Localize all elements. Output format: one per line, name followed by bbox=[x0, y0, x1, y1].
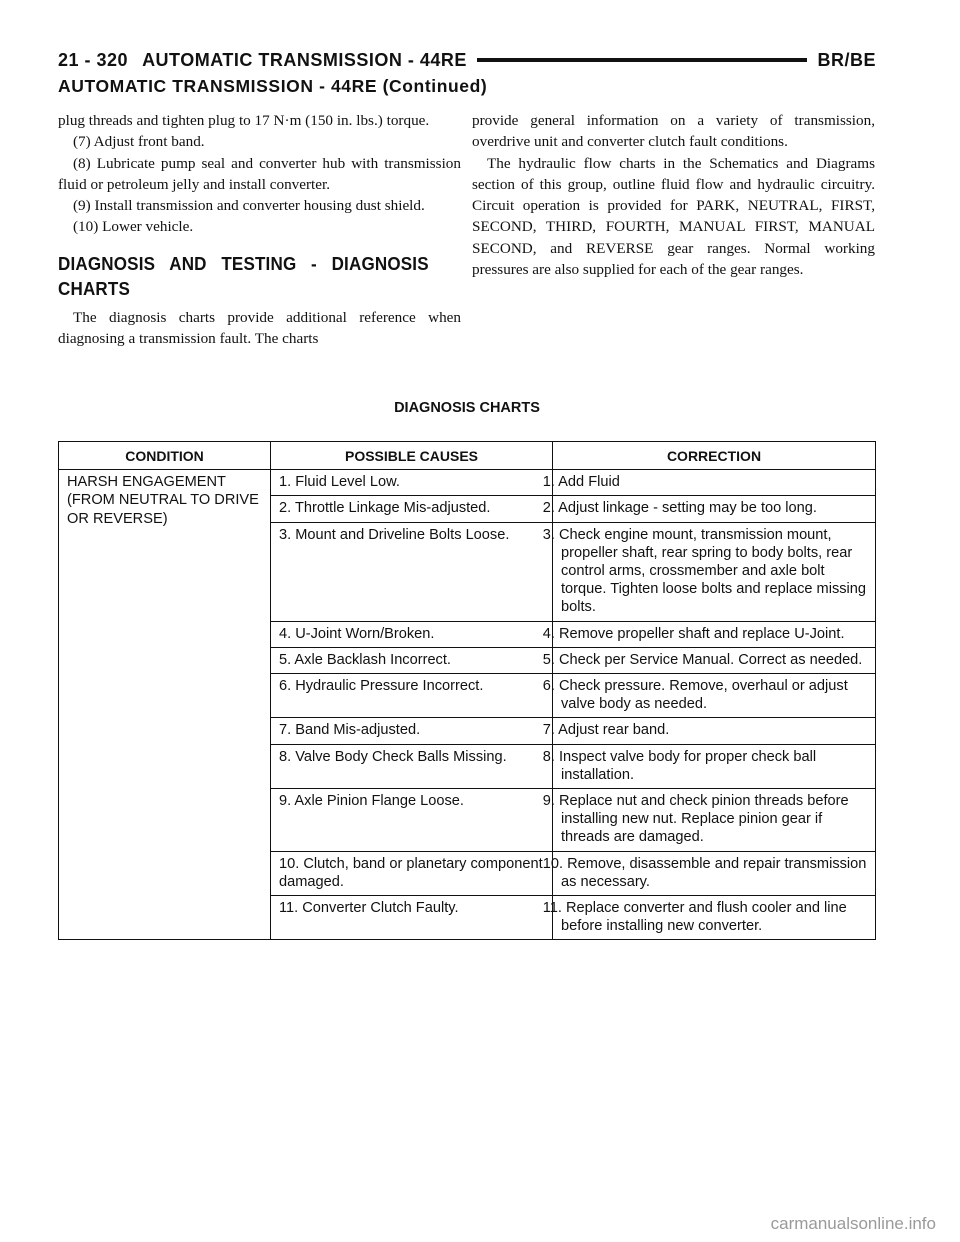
table-header-row bbox=[59, 442, 876, 470]
step-10: (10) Lower vehicle. bbox=[73, 218, 194, 236]
correction-cell: 4. Remove propeller shaft and replace U-Joint. bbox=[553, 621, 876, 647]
page-header bbox=[58, 46, 876, 74]
header-correction: CORRECTION bbox=[553, 442, 876, 470]
cause-cell: 11. Converter Clutch Faulty. bbox=[271, 896, 553, 940]
section-title: DIAGNOSIS AND TESTING - DIAGNOSIS CHARTS bbox=[58, 252, 429, 299]
watermark: carmanualsonline.info bbox=[770, 1214, 936, 1233]
step-9: (9) Install transmission and converter housing dust shield. bbox=[73, 197, 425, 215]
header-condition: CONDITION bbox=[59, 442, 271, 470]
condition-cell: HARSH ENGAGEMENT (FROM NEUTRAL TO DRIVE OR REVERSE) bbox=[59, 470, 271, 940]
cause-cell: 1. Fluid Level Low. bbox=[271, 470, 553, 496]
correction-cell: 6. Check pressure. Remove, overhaul or adjust valve body as needed. bbox=[553, 674, 876, 718]
cause-cell: 10. Clutch, band or planetary component damaged. bbox=[271, 851, 553, 895]
left-column bbox=[58, 110, 461, 349]
continued-header: AUTOMATIC TRANSMISSION - 44RE (Continued) bbox=[58, 76, 488, 96]
right-column bbox=[472, 110, 875, 280]
table-row bbox=[59, 470, 876, 496]
step-8: (8) Lubricate pump seal and converter hub with transmission fluid or petroleum jelly and install converter. bbox=[58, 154, 461, 193]
correction-cell: 3. Check engine mount, transmission mount, propeller shaft, rear spring to body bolts, rear control arms, crossmember and axle bolt torque. Tighten loose bolts and replace missing bolts. bbox=[553, 522, 876, 621]
header-causes: POSSIBLE CAUSES bbox=[271, 442, 553, 470]
vehicle-model: BR/BE bbox=[817, 49, 876, 70]
correction-cell: 1. Add Fluid bbox=[553, 470, 876, 496]
cause-cell: 8. Valve Body Check Balls Missing. bbox=[271, 744, 553, 788]
section-header-title: AUTOMATIC TRANSMISSION - 44RE bbox=[142, 49, 467, 70]
correction-cell: 9. Replace nut and check pinion threads before installing new nut. Replace pinion gear if threads are damaged. bbox=[553, 789, 876, 852]
cause-cell: 5. Axle Backlash Incorrect. bbox=[271, 647, 553, 673]
page-number: 21 - 320 bbox=[58, 49, 129, 70]
paragraph: plug threads and tighten plug to 17 N·m (150 in. lbs.) torque. bbox=[58, 112, 430, 129]
cause-cell: 4. U-Joint Worn/Broken. bbox=[271, 621, 553, 647]
cause-cell: 3. Mount and Driveline Bolts Loose. bbox=[271, 522, 553, 621]
correction-cell: 8. Inspect valve body for proper check ball installation. bbox=[553, 744, 876, 788]
cause-cell: 9. Axle Pinion Flange Loose. bbox=[271, 789, 553, 852]
intro-paragraph: The diagnosis charts provide additional reference when diagnosing a transmission fault. The charts bbox=[58, 308, 461, 348]
cause-cell: 7. Band Mis-adjusted. bbox=[271, 718, 553, 744]
correction-cell: 10. Remove, disassemble and repair transmission as necessary. bbox=[553, 851, 876, 895]
correction-cell: 7. Adjust rear band. bbox=[553, 718, 876, 744]
chart-title: DIAGNOSIS CHARTS bbox=[394, 400, 540, 416]
correction-cell: 5. Check per Service Manual. Correct as needed. bbox=[553, 647, 876, 673]
correction-cell: 2. Adjust linkage - setting may be too long. bbox=[553, 496, 876, 522]
paragraph: The hydraulic flow charts in the Schematics and Diagrams section of this group, outline fluid flow and hydraulic circuitry. Circuit operation is provided for PARK, NEUTRAL, FIRST, SECOND, THIRD, FOURTH, MANUAL FIRST, MANUAL SECOND, and REVERSE gear ranges. Normal working pressures are also supplied for each of the gear ranges. bbox=[472, 154, 875, 279]
header-rule bbox=[477, 58, 808, 62]
correction-cell: 11. Replace converter and flush cooler and line before installing new converter. bbox=[553, 896, 876, 940]
cause-cell: 2. Throttle Linkage Mis-adjusted. bbox=[271, 496, 553, 522]
step-7: (7) Adjust front band. bbox=[73, 133, 205, 151]
diagnosis-table bbox=[58, 441, 876, 940]
paragraph: provide general information on a variety of transmission, overdrive unit and converter clutch fault conditions. bbox=[472, 112, 875, 151]
cause-cell: 6. Hydraulic Pressure Incorrect. bbox=[271, 674, 553, 718]
